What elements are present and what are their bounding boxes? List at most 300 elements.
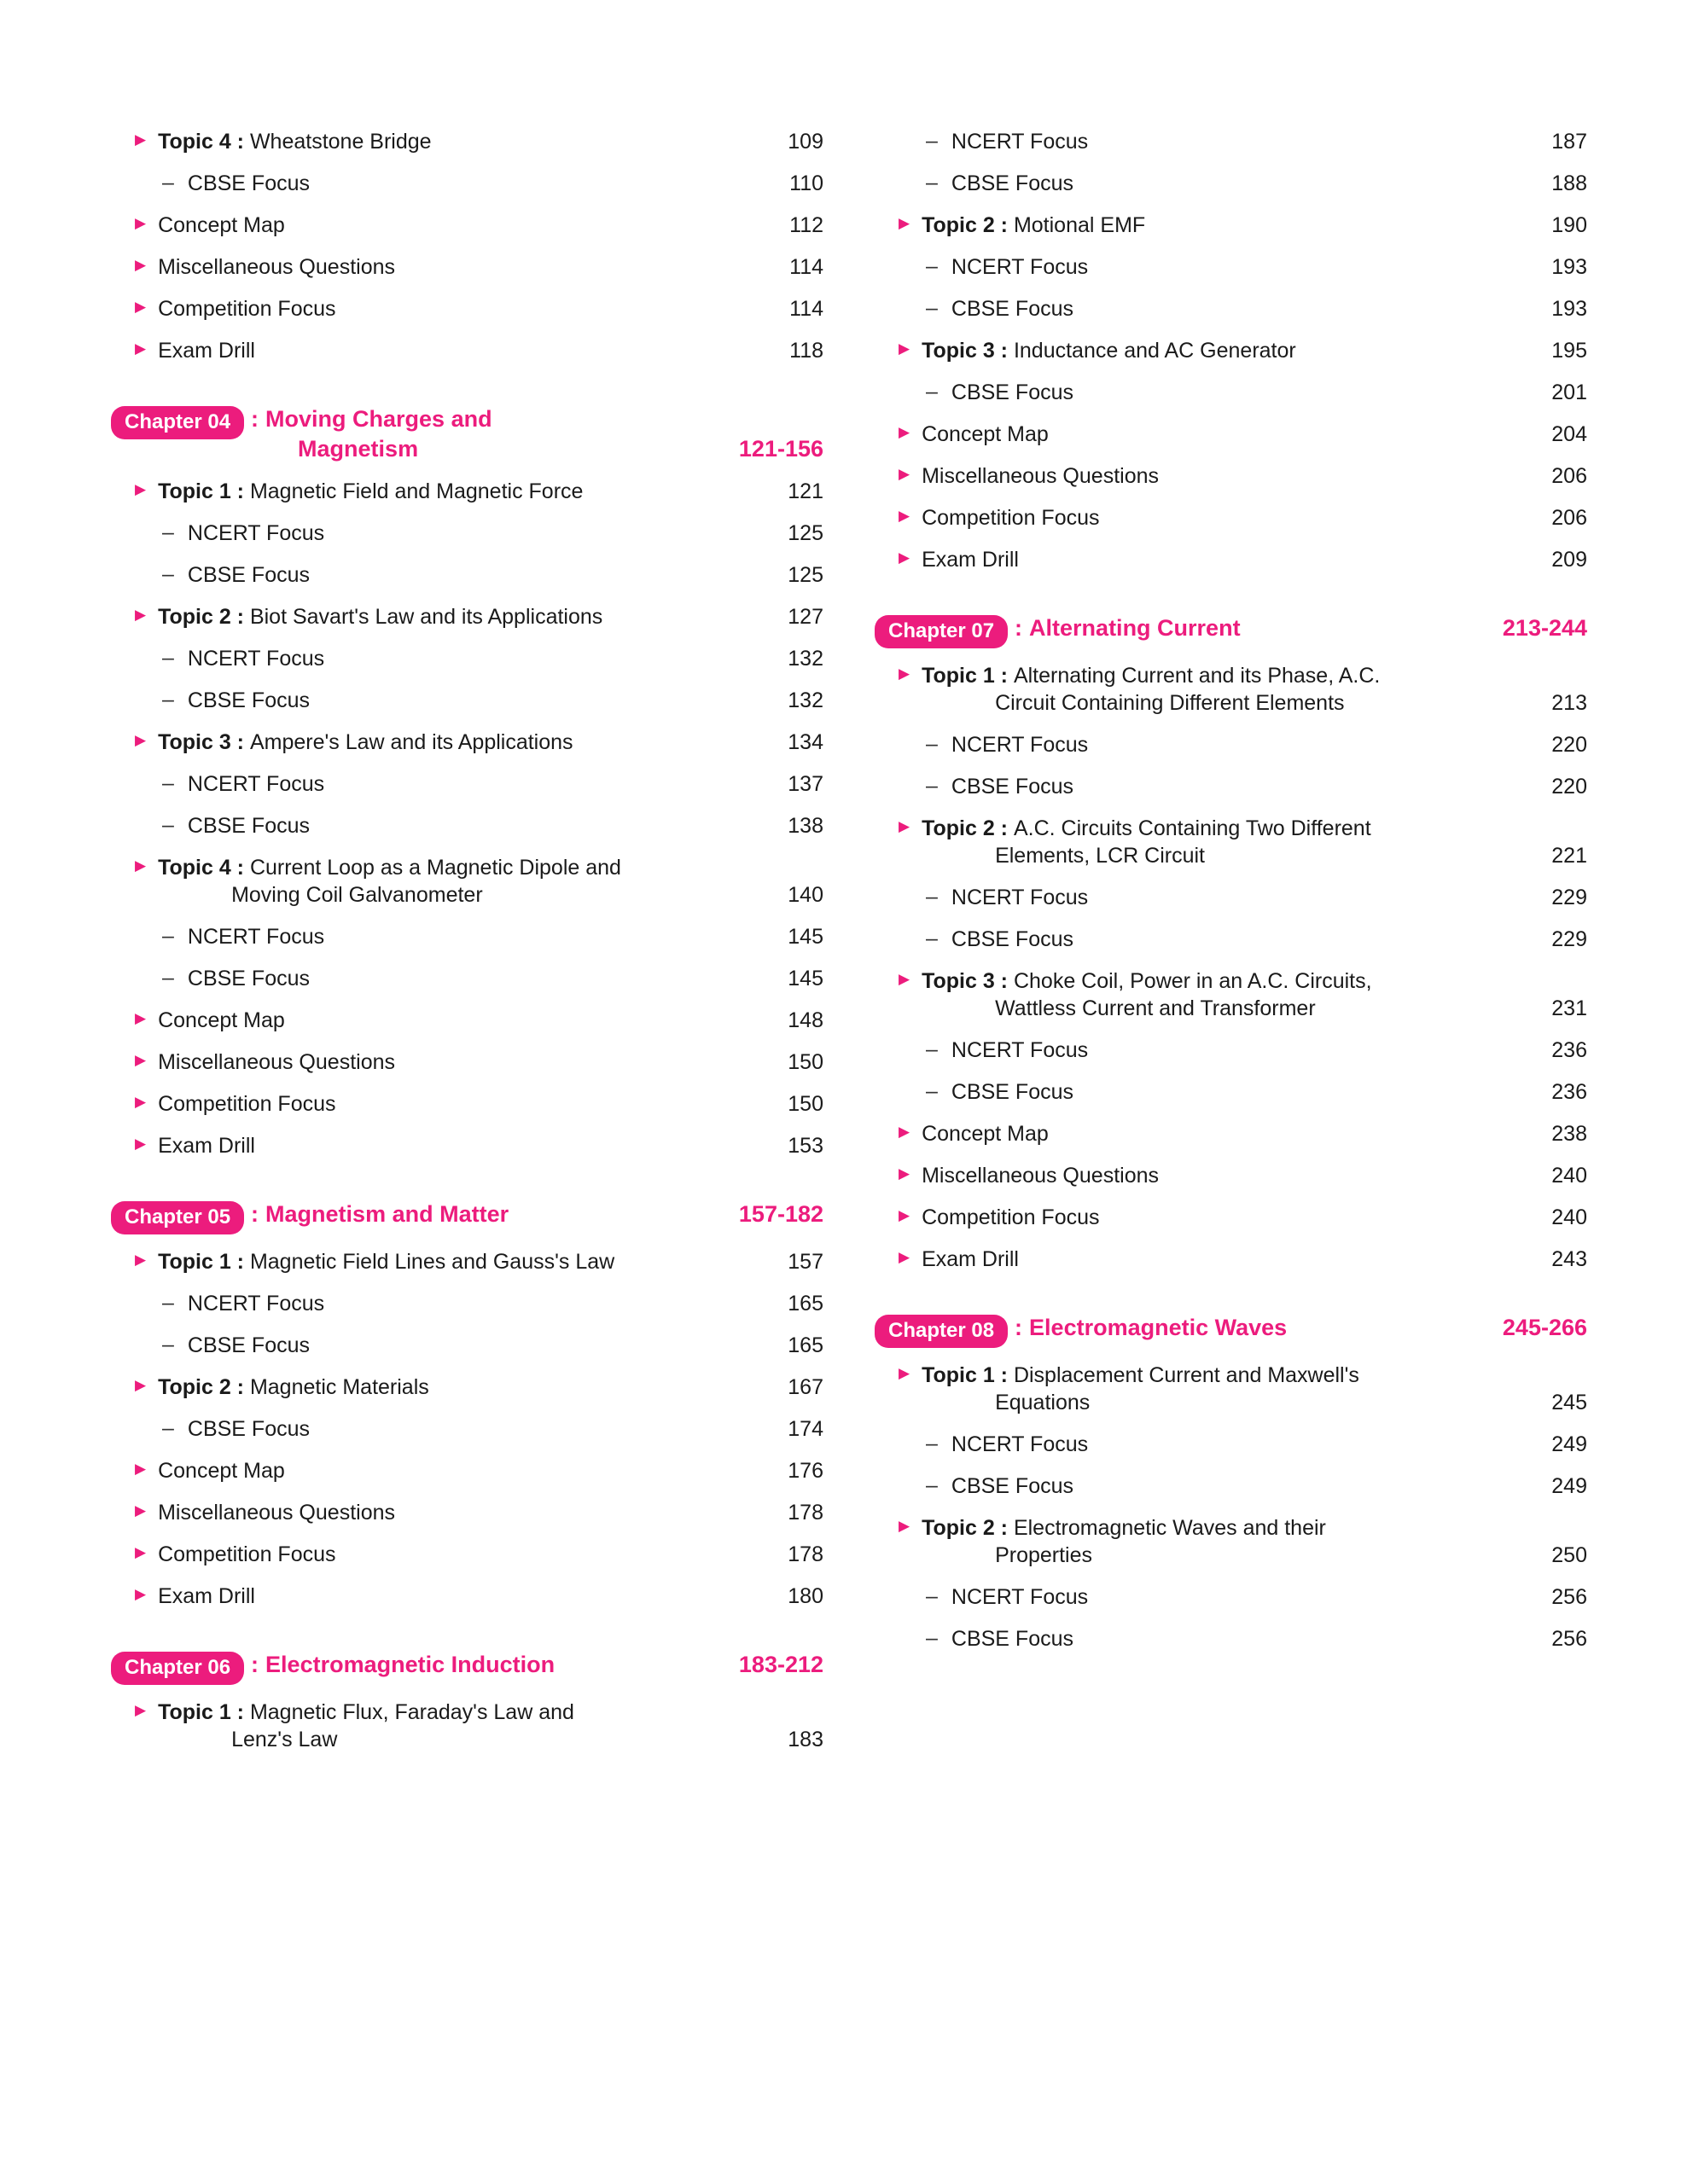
toc-page-number[interactable]: 112 — [789, 213, 823, 237]
chapter-title — [265, 404, 730, 464]
triangle-bullet-icon: ▶ — [135, 1010, 147, 1027]
toc-entry-label — [188, 645, 760, 672]
toc-entry[interactable] — [111, 1499, 823, 1526]
toc-entry-text: CBSE Focus — [951, 1080, 1074, 1104]
triangle-bullet-icon: ▶ — [899, 340, 910, 357]
triangle-bullet-icon: ▶ — [135, 1461, 147, 1478]
dash-bullet-icon: – — [162, 1416, 174, 1441]
toc-entry-label — [922, 815, 1524, 869]
toc-subentry[interactable] — [875, 128, 1587, 155]
dash-bullet-icon: – — [926, 171, 938, 195]
toc-topic-entry[interactable] — [875, 967, 1587, 1022]
toc-entry[interactable] — [875, 462, 1587, 490]
toc-entry-label — [188, 965, 760, 992]
toc-topic-entry[interactable] — [875, 815, 1587, 869]
toc-entry-text: Concept Map — [158, 213, 285, 237]
toc-page-number[interactable]: 209 — [1551, 548, 1587, 572]
toc-page-number[interactable]: 157 — [788, 1250, 823, 1275]
toc-entry-text: NCERT Focus — [187, 772, 325, 797]
toc-entry-text: Magnetic Field and Magnetic Force — [249, 479, 584, 504]
toc-entry-text: CBSE Focus — [951, 297, 1074, 321]
chapter-colon: : — [251, 1201, 259, 1228]
chapter-page-range[interactable]: 213-244 — [1502, 615, 1587, 641]
toc-entry-label — [158, 253, 760, 281]
dash-bullet-icon: – — [162, 520, 174, 545]
toc-page-number[interactable]: 238 — [1551, 1122, 1587, 1146]
toc-page-number[interactable]: 240 — [1551, 1164, 1587, 1188]
toc-page-number[interactable]: 114 — [789, 297, 823, 321]
toc-entry-text: CBSE Focus — [951, 927, 1074, 951]
toc-entry-text: CBSE Focus — [187, 814, 311, 839]
toc-entry-text: CBSE Focus — [187, 967, 311, 991]
triangle-bullet-icon: ▶ — [899, 215, 910, 231]
toc-entry-text: Miscellaneous Questions — [922, 1164, 1159, 1188]
toc-entry-text: NCERT Focus — [951, 1038, 1089, 1062]
triangle-bullet-icon: ▶ — [135, 257, 147, 273]
toc-page-number[interactable]: 236 — [1551, 1038, 1587, 1062]
chapter-page-range[interactable]: 157-182 — [738, 1201, 823, 1228]
toc-entry-label — [951, 1583, 1524, 1611]
toc-entry-text: NCERT Focus — [187, 647, 325, 671]
toc-entry[interactable] — [111, 253, 823, 281]
toc-entry-text: CBSE Focus — [187, 171, 311, 195]
triangle-bullet-icon: ▶ — [899, 1124, 910, 1140]
toc-entry-text: Wheatstone Bridge — [249, 130, 432, 154]
toc-entry-label — [188, 812, 760, 839]
dash-bullet-icon: – — [162, 1291, 174, 1316]
toc-subentry[interactable] — [111, 770, 823, 798]
triangle-bullet-icon: ▶ — [899, 818, 910, 834]
chapter-page-range[interactable]: 245-266 — [1502, 1315, 1587, 1340]
toc-entry-text: NCERT Focus — [187, 925, 325, 950]
toc-page-number[interactable]: 167 — [788, 1375, 823, 1400]
dash-bullet-icon: – — [162, 771, 174, 796]
toc-entry-text: Electromagnetic Waves and their — [1013, 1516, 1326, 1540]
toc-entry-label — [922, 1362, 1524, 1416]
toc-topic-entry[interactable] — [111, 854, 823, 909]
toc-entry-label — [158, 212, 760, 239]
toc-page-number[interactable]: 188 — [1551, 171, 1587, 195]
toc-entry-text: CBSE Focus — [187, 1333, 311, 1358]
toc-topic-prefix: Topic 1 : — [158, 1250, 250, 1275]
toc-entry-text: Concept Map — [158, 1008, 285, 1033]
toc-entry-text: Miscellaneous Questions — [158, 1501, 395, 1525]
toc-page-number[interactable]: 127 — [788, 605, 823, 630]
toc-entry-text: Miscellaneous Questions — [158, 1050, 395, 1075]
toc-entry-label — [158, 603, 760, 630]
chapter-colon: : — [1015, 1315, 1023, 1340]
toc-subentry[interactable] — [875, 926, 1587, 953]
chapter-badge: Chapter 08 — [875, 1315, 1008, 1348]
toc-entry-label — [188, 1415, 760, 1443]
toc-entry-text: Motional EMF — [1013, 213, 1146, 237]
toc-subentry[interactable] — [875, 1472, 1587, 1500]
toc-page-number[interactable]: 201 — [1551, 380, 1587, 404]
toc-page-number[interactable]: 213 — [1551, 691, 1587, 715]
toc-entry-text: Competition Focus — [922, 1205, 1100, 1229]
toc-entry-text: Magnetic Flux, Faraday's Law and — [249, 1700, 574, 1725]
toc-entry[interactable] — [875, 1204, 1587, 1231]
toc-entry-text: Competition Focus — [922, 506, 1100, 530]
chapter-badge: Chapter 05 — [111, 1201, 244, 1234]
toc-page-number[interactable]: 109 — [788, 130, 823, 154]
toc-subentry[interactable] — [875, 379, 1587, 406]
toc-page-number[interactable]: 250 — [1551, 1543, 1587, 1567]
triangle-bullet-icon: ▶ — [135, 1252, 147, 1269]
toc-entry-text: CBSE Focus — [187, 688, 311, 713]
toc-page-number[interactable]: 229 — [1551, 886, 1587, 909]
toc-entry-label — [188, 923, 760, 950]
toc-entry-text: CBSE Focus — [951, 171, 1074, 195]
toc-entry-label — [922, 212, 1524, 239]
toc-entry-text: Magnetic Field Lines and Gauss's Law — [249, 1250, 615, 1275]
dash-bullet-icon: – — [162, 646, 174, 671]
toc-entry-text: Ampere's Law and its Applications — [249, 730, 573, 755]
toc-page-number[interactable]: 249 — [1551, 1432, 1587, 1456]
toc-page-number[interactable]: 204 — [1551, 422, 1587, 446]
toc-entry-label — [951, 731, 1524, 758]
toc-entry[interactable] — [111, 337, 823, 364]
toc-subentry[interactable] — [111, 923, 823, 950]
toc-page-number[interactable]: 110 — [789, 171, 823, 195]
toc-entry-label — [951, 295, 1524, 322]
toc-page-number[interactable]: 178 — [788, 1501, 823, 1525]
toc-subentry[interactable] — [875, 1583, 1587, 1611]
toc-entry-label — [188, 520, 760, 547]
toc-right-column — [875, 128, 1587, 1768]
chapter-badge: Chapter 07 — [875, 615, 1008, 648]
toc-topic-entry[interactable] — [111, 1699, 823, 1753]
toc-page-number[interactable]: 206 — [1551, 506, 1587, 530]
toc-subentry[interactable] — [111, 645, 823, 672]
toc-entry-text: Concept Map — [922, 1122, 1049, 1146]
toc-entry-label — [158, 1374, 760, 1401]
toc-entry-text: Displacement Current and Maxwell's — [1013, 1363, 1359, 1387]
toc-entry-label — [951, 170, 1524, 197]
toc-entry-label — [951, 253, 1524, 281]
toc-entry-label — [158, 478, 760, 505]
toc-subentry[interactable] — [111, 812, 823, 839]
toc-page-number[interactable]: 174 — [788, 1417, 823, 1442]
triangle-bullet-icon: ▶ — [899, 508, 910, 524]
toc-entry-label — [158, 128, 760, 155]
triangle-bullet-icon: ▶ — [135, 299, 147, 315]
toc-entry-text-line2: Circuit Containing Different Elements — [995, 691, 1345, 715]
chapter-heading[interactable] — [111, 379, 823, 464]
toc-topic-prefix: Topic 2 : — [922, 213, 1014, 237]
toc-page-number[interactable]: 249 — [1551, 1474, 1587, 1498]
chapter-heading[interactable] — [111, 1624, 823, 1685]
toc-entry-text: CBSE Focus — [951, 1474, 1074, 1498]
toc-page-number[interactable]: 229 — [1551, 927, 1587, 951]
toc-entry[interactable] — [111, 295, 823, 322]
toc-entry[interactable] — [875, 1246, 1587, 1273]
toc-page-number[interactable]: 220 — [1551, 733, 1587, 757]
toc-entry-label — [158, 1048, 760, 1076]
toc-subentry[interactable] — [111, 520, 823, 547]
triangle-bullet-icon: ▶ — [135, 1136, 147, 1153]
toc-subentry[interactable] — [111, 170, 823, 197]
dash-bullet-icon: – — [926, 1037, 938, 1061]
chapter-title — [265, 1199, 730, 1229]
toc-page-number[interactable]: 125 — [788, 521, 823, 546]
chapter-page-range[interactable]: 121-156 — [738, 436, 823, 462]
toc-page-number[interactable]: 206 — [1551, 464, 1587, 488]
toc-topic-prefix: Topic 2 : — [922, 816, 1014, 840]
toc-page-number[interactable]: 137 — [788, 772, 823, 797]
chapter-title-line1: Magnetism and Matter — [265, 1201, 509, 1228]
toc-entry-label — [188, 687, 760, 714]
toc-page-number[interactable]: 132 — [788, 688, 823, 713]
dash-bullet-icon: – — [926, 885, 938, 909]
triangle-bullet-icon: ▶ — [899, 1207, 910, 1223]
toc-page-number[interactable]: 243 — [1551, 1247, 1587, 1271]
toc-entry[interactable] — [875, 1120, 1587, 1147]
toc-page-number[interactable]: 190 — [1551, 213, 1587, 237]
toc-page-number[interactable]: 138 — [788, 814, 823, 839]
toc-entry[interactable] — [111, 1583, 823, 1610]
toc-page-number[interactable]: 153 — [788, 1134, 823, 1159]
toc-entry-text: Exam Drill — [158, 1134, 255, 1159]
toc-entry-text: CBSE Focus — [187, 1417, 311, 1442]
toc-entry-label — [158, 1132, 760, 1159]
dash-bullet-icon: – — [926, 129, 938, 153]
toc-entry-text: NCERT Focus — [951, 255, 1089, 279]
toc-page-number[interactable]: 132 — [788, 647, 823, 671]
toc-page-number[interactable]: 134 — [788, 730, 823, 755]
toc-subentry[interactable] — [875, 1625, 1587, 1653]
dash-bullet-icon: – — [162, 924, 174, 949]
toc-topic-prefix: Topic 3 : — [922, 969, 1014, 993]
toc-topic-entry[interactable] — [875, 1362, 1587, 1416]
dash-bullet-icon: – — [926, 296, 938, 320]
toc-entry-label — [158, 1090, 760, 1118]
toc-page-number[interactable]: 256 — [1551, 1627, 1587, 1651]
toc-page-number[interactable]: 145 — [788, 925, 823, 950]
toc-entry[interactable] — [875, 504, 1587, 531]
toc-entry-text: CBSE Focus — [187, 563, 311, 588]
toc-page-number[interactable]: 183 — [788, 1728, 823, 1752]
toc-entry-text: Exam Drill — [922, 1247, 1019, 1271]
toc-subentry[interactable] — [111, 1290, 823, 1317]
toc-page-number[interactable]: 140 — [788, 883, 823, 908]
toc-page-number[interactable]: 240 — [1551, 1205, 1587, 1229]
toc-entry-label — [188, 561, 760, 589]
toc-page-number[interactable]: 148 — [788, 1008, 823, 1033]
toc-entry-label — [158, 1583, 760, 1610]
toc-page-number[interactable]: 221 — [1551, 844, 1587, 868]
toc-entry-label — [922, 462, 1524, 490]
toc-entry-text-line2: Moving Coil Galvanometer — [231, 883, 483, 908]
triangle-bullet-icon: ▶ — [135, 1094, 147, 1111]
toc-entry-label — [951, 1625, 1524, 1653]
dash-bullet-icon: – — [926, 1584, 938, 1608]
toc-entry-label — [922, 421, 1524, 448]
chapter-colon: : — [1015, 615, 1023, 641]
toc-topic-prefix: Topic 4 : — [158, 130, 250, 154]
chapter-title — [265, 1650, 730, 1680]
toc-left-column — [111, 128, 823, 1768]
toc-topic-entry[interactable] — [111, 1374, 823, 1401]
toc-page-number[interactable]: 256 — [1551, 1585, 1587, 1609]
toc-page-number[interactable]: 193 — [1551, 297, 1587, 321]
toc-page-number[interactable]: 165 — [788, 1292, 823, 1316]
toc-subentry[interactable] — [111, 1415, 823, 1443]
chapter-heading[interactable] — [875, 1287, 1587, 1348]
toc-page-number[interactable]: 145 — [788, 967, 823, 991]
toc-entry[interactable] — [111, 1090, 823, 1118]
chapter-badge: Chapter 04 — [111, 406, 244, 439]
toc-entry[interactable] — [875, 546, 1587, 573]
toc-page-number[interactable]: 178 — [788, 1542, 823, 1567]
toc-topic-entry[interactable] — [111, 603, 823, 630]
toc-entry[interactable] — [111, 1048, 823, 1076]
toc-entry-text: NCERT Focus — [187, 1292, 325, 1316]
toc-subentry[interactable] — [111, 561, 823, 589]
dash-bullet-icon: – — [926, 254, 938, 278]
toc-entry-label — [188, 770, 760, 798]
triangle-bullet-icon: ▶ — [135, 481, 147, 498]
toc-entry-label — [922, 967, 1524, 1022]
toc-entry-text: NCERT Focus — [951, 1585, 1089, 1609]
toc-subentry[interactable] — [111, 965, 823, 992]
toc-entry-text-line2: Lenz's Law — [231, 1728, 338, 1752]
toc-subentry[interactable] — [875, 1431, 1587, 1458]
toc-entry[interactable] — [111, 1132, 823, 1159]
toc-subentry[interactable] — [875, 731, 1587, 758]
toc-entry-text: Exam Drill — [922, 548, 1019, 572]
toc-subentry[interactable] — [875, 773, 1587, 800]
toc-topic-entry[interactable] — [875, 212, 1587, 239]
toc-page-number[interactable]: 236 — [1551, 1080, 1587, 1104]
toc-entry[interactable] — [111, 1541, 823, 1568]
toc-subentry[interactable] — [875, 884, 1587, 911]
chapter-title — [1029, 613, 1494, 643]
dash-bullet-icon: – — [162, 813, 174, 838]
chapter-colon: : — [251, 406, 259, 432]
toc-entry[interactable] — [111, 1457, 823, 1484]
triangle-bullet-icon: ▶ — [135, 1052, 147, 1069]
toc-entry-text: Exam Drill — [158, 339, 255, 363]
toc-entry-label — [951, 1078, 1524, 1106]
toc-page-number[interactable]: 193 — [1551, 255, 1587, 279]
toc-entry-label — [922, 1120, 1524, 1147]
toc-entry-label — [158, 1699, 760, 1753]
toc-entry[interactable] — [875, 1162, 1587, 1189]
triangle-bullet-icon: ▶ — [899, 1249, 910, 1265]
toc-page-number[interactable]: 114 — [789, 255, 823, 279]
dash-bullet-icon: – — [162, 1333, 174, 1357]
dash-bullet-icon: – — [926, 380, 938, 404]
triangle-bullet-icon: ▶ — [899, 549, 910, 566]
toc-entry-text: Concept Map — [922, 422, 1049, 446]
triangle-bullet-icon: ▶ — [899, 1518, 910, 1534]
toc-entry-text: A.C. Circuits Containing Two Different — [1013, 816, 1371, 840]
toc-entry-label — [922, 504, 1524, 531]
toc-topic-entry[interactable] — [111, 128, 823, 155]
dash-bullet-icon: – — [162, 562, 174, 587]
toc-subentry[interactable] — [111, 687, 823, 714]
toc-entry-label — [951, 379, 1524, 406]
toc-page-number[interactable]: 180 — [788, 1584, 823, 1609]
toc-subentry[interactable] — [875, 295, 1587, 322]
triangle-bullet-icon: ▶ — [135, 1702, 147, 1719]
toc-entry-text: Competition Focus — [158, 1092, 336, 1117]
toc-page-number[interactable]: 118 — [789, 339, 823, 363]
toc-entry-label — [158, 1248, 760, 1275]
toc-topic-prefix: Topic 1 : — [922, 1363, 1014, 1387]
toc-page-number[interactable]: 150 — [788, 1092, 823, 1117]
toc-entry-text-line2: Wattless Current and Transformer — [995, 996, 1316, 1020]
dash-bullet-icon: – — [926, 1473, 938, 1497]
toc-entry-label — [922, 1514, 1524, 1569]
toc-topic-entry[interactable] — [111, 478, 823, 505]
toc-entry-label — [158, 1457, 760, 1484]
toc-page-number[interactable]: 121 — [788, 479, 823, 504]
toc-page-number[interactable]: 195 — [1551, 339, 1587, 363]
toc-page-number[interactable]: 176 — [788, 1459, 823, 1484]
toc-entry-text-line2: Elements, LCR Circuit — [995, 844, 1205, 868]
triangle-bullet-icon: ▶ — [899, 424, 910, 440]
toc-columns — [111, 128, 1587, 1768]
toc-entry-label — [922, 337, 1524, 364]
chapter-page-range[interactable]: 183-212 — [738, 1652, 823, 1678]
toc-topic-entry[interactable] — [875, 337, 1587, 364]
toc-subentry[interactable] — [875, 170, 1587, 197]
chapter-heading[interactable] — [111, 1174, 823, 1234]
toc-entry-text: Biot Savart's Law and its Applications — [249, 605, 603, 630]
toc-subentry[interactable] — [875, 1037, 1587, 1064]
toc-page-number[interactable]: 220 — [1551, 775, 1587, 799]
dash-bullet-icon: – — [162, 966, 174, 990]
toc-topic-prefix: Topic 3 : — [922, 339, 1014, 363]
toc-topic-entry[interactable] — [875, 662, 1587, 717]
toc-page-number[interactable]: 125 — [788, 563, 823, 588]
triangle-bullet-icon: ▶ — [135, 1377, 147, 1394]
triangle-bullet-icon: ▶ — [899, 1165, 910, 1182]
toc-entry-text: Concept Map — [158, 1459, 285, 1484]
toc-entry-label — [922, 1246, 1524, 1273]
toc-subentry[interactable] — [111, 1332, 823, 1359]
toc-topic-entry[interactable] — [111, 1248, 823, 1275]
chapter-heading[interactable] — [875, 588, 1587, 648]
toc-topic-entry[interactable] — [111, 729, 823, 756]
toc-entry-text: Miscellaneous Questions — [922, 464, 1159, 488]
toc-subentry[interactable] — [875, 253, 1587, 281]
toc-topic-prefix: Topic 2 : — [922, 1516, 1014, 1540]
toc-entry[interactable] — [875, 421, 1587, 448]
toc-topic-prefix: Topic 3 : — [158, 730, 250, 755]
toc-page-number[interactable]: 187 — [1551, 130, 1587, 154]
toc-entry[interactable] — [111, 1007, 823, 1034]
toc-subentry[interactable] — [875, 1078, 1587, 1106]
triangle-bullet-icon: ▶ — [899, 466, 910, 482]
triangle-bullet-icon: ▶ — [135, 607, 147, 624]
toc-entry[interactable] — [111, 212, 823, 239]
toc-page-number[interactable]: 150 — [788, 1050, 823, 1075]
chapter-colon: : — [251, 1652, 259, 1678]
triangle-bullet-icon: ▶ — [899, 971, 910, 987]
toc-topic-prefix: Topic 1 : — [922, 664, 1014, 688]
toc-topic-entry[interactable] — [875, 1514, 1587, 1569]
chapter-title-line1: Alternating Current — [1029, 615, 1241, 641]
dash-bullet-icon: – — [926, 732, 938, 756]
toc-entry-label — [158, 729, 760, 756]
toc-entry-label — [951, 1472, 1524, 1500]
toc-page-number[interactable]: 245 — [1551, 1391, 1587, 1414]
toc-page-number[interactable]: 231 — [1551, 996, 1587, 1020]
toc-page-number[interactable]: 165 — [788, 1333, 823, 1358]
